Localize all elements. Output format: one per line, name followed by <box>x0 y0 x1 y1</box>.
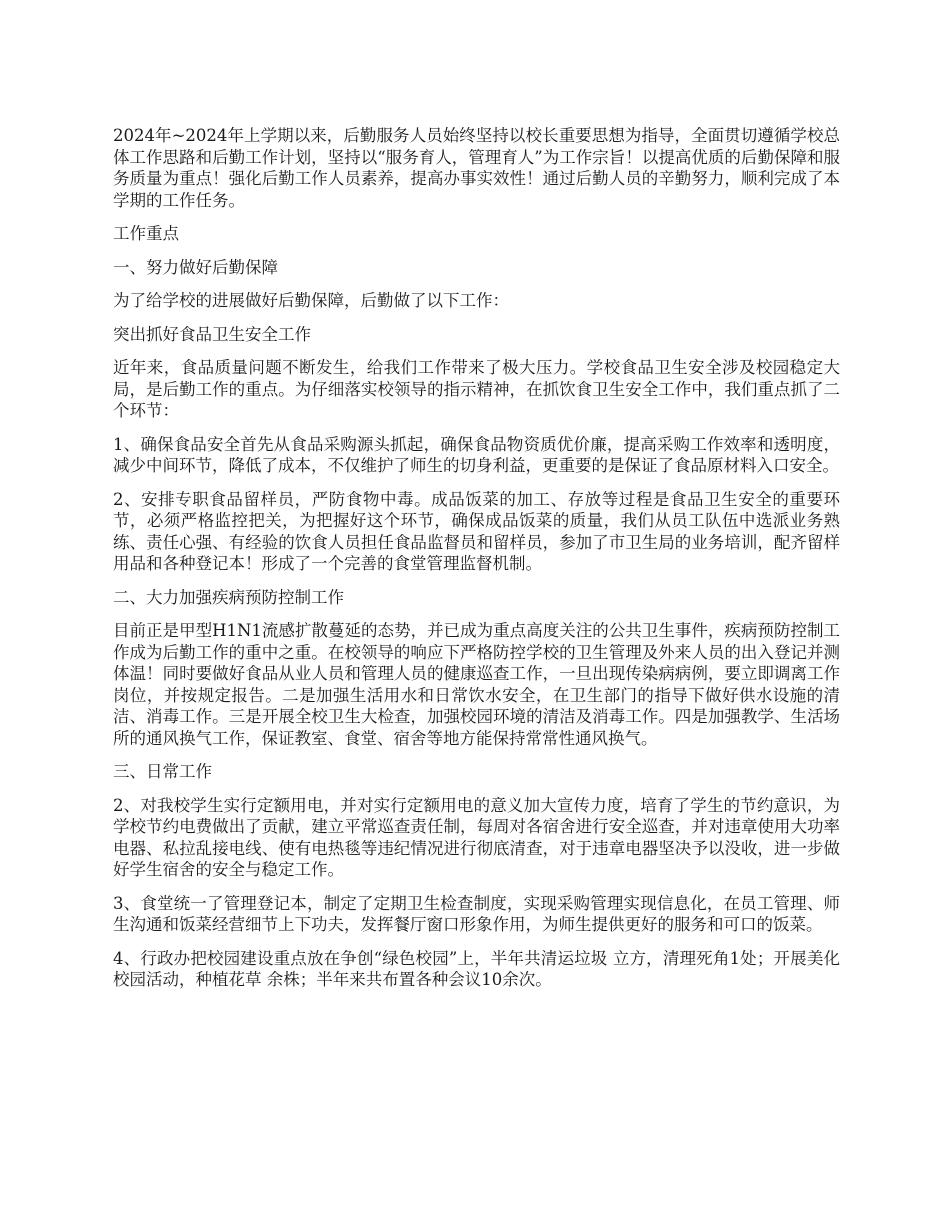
daily-work-item-2: 2、对我校学生实行定额用电，并对实行定额用电的意义加大宣传力度，培育了学生的节约意识，为学校节约电费做出了贡献，建立平常巡查责任制，每周对各宿舍进行安全巡查，并对违章使用大功率电器、私拉乱接电线、使有电热毯等违纪情况进行彻底清查，对于违章电器坚决予以没收，进一步做好学生宿舍的安全与稳定工作。 <box>113 795 840 879</box>
logistics-intro-paragraph: 为了给学校的进展做好后勤保障，后勤做了以下工作： <box>113 291 509 310</box>
subheading-food-safety: 突出抓好食品卫生安全工作 <box>113 324 311 344</box>
daily-work-item-3: 3、食堂统一了管理登记本，制定了定期卫生检查制度，实现采购管理实现信息化，在员工管理、师生沟通和饭菜经营细节上下功夫，发挥餐厅窗口形象作用，为师生提供更好的服务和可口的饭菜。 <box>113 893 840 934</box>
food-safety-paragraph: 近年来，食品质量问题不断发生，给我们工作带来了极大压力。学校食品卫生安全涉及校园稳定大局，是后勤工作的重点。为仔细落实校领导的指示精神，在抓饮食卫生安全工作中，我们重点抓了二个环节： <box>113 358 840 420</box>
section-heading-disease-control: 二、大力加强疾病预防控制工作 <box>113 587 344 607</box>
food-safety-item-1: 1、确保食品安全首先从食品采购源头抓起，确保食品物资质优价廉，提高采购工作效率和透明度，减少中间环节，降低了成本，不仅维护了师生的切身利益，更重要的是保证了食品原材料入口安全。 <box>113 434 840 475</box>
daily-work-item-4: 4、行政办把校园建设重点放在争创“绿色校园”上，半年共清运垃圾 立方，清理死角1处；开展美化校园活动，种植花草 余株；半年来共布置各种会议10余次。 <box>113 948 840 989</box>
food-safety-item-2: 2、安排专职食品留样员，严防食物中毒。成品饭菜的加工、存放等过程是食品卫生安全的重要环节，必须严格监控把关，为把握好这个环节，确保成品饭菜的质量，我们从员工队伍中选派业务熟练、责任心强、有经验的饮食人员担任食品监督员和留样员，参加了市卫生局的业务培训，配齐留样用品和各种登记本！形成了一个完善的食堂管理监督机制。 <box>113 489 840 573</box>
disease-control-paragraph: 目前正是甲型H1N1流感扩散蔓延的态势，并已成为重点高度关注的公共卫生事件，疾病预防控制工作成为后勤工作的重中之重。在校领导的响应下严格防控学校的卫生管理及外来人员的出入登记并测体温！同时要做好食品从业人员和管理人员的健康巡查工作，一旦出现传染病病例，要立即调离工作岗位，并按规定报告。二是加强生活用水和日常饮水安全，在卫生部门的指导下做好供水设施的清洁、消毒工作。三是开展全校卫生大检查，加强校园环境的清洁及消毒工作。四是加强教学、生活场所的通风换气工作，保证教室、食堂、宿舍等地方能保持常常性通风换气。 <box>113 621 840 748</box>
intro-paragraph: 2024年~2024年上学期以来，后勤服务人员始终坚持以校长重要思想为指导，全面贯切遵循学校总体工作思路和后勤工作计划，坚持以“服务育人，管理育人”为工作宗旨！以提高优质的后勤保障和服务质量为重点！强化后勤工作人员素养，提高办事实效性！通过后勤人员的辛勤努力，顺利完成了本学期的工作任务。 <box>113 126 840 210</box>
section-heading-logistics: 一、努力做好后勤保障 <box>113 257 278 277</box>
section-heading-daily-work: 三、日常工作 <box>113 762 212 781</box>
section-heading-key-work: 工作重点 <box>113 224 179 243</box>
document-body <box>113 125 840 1003</box>
